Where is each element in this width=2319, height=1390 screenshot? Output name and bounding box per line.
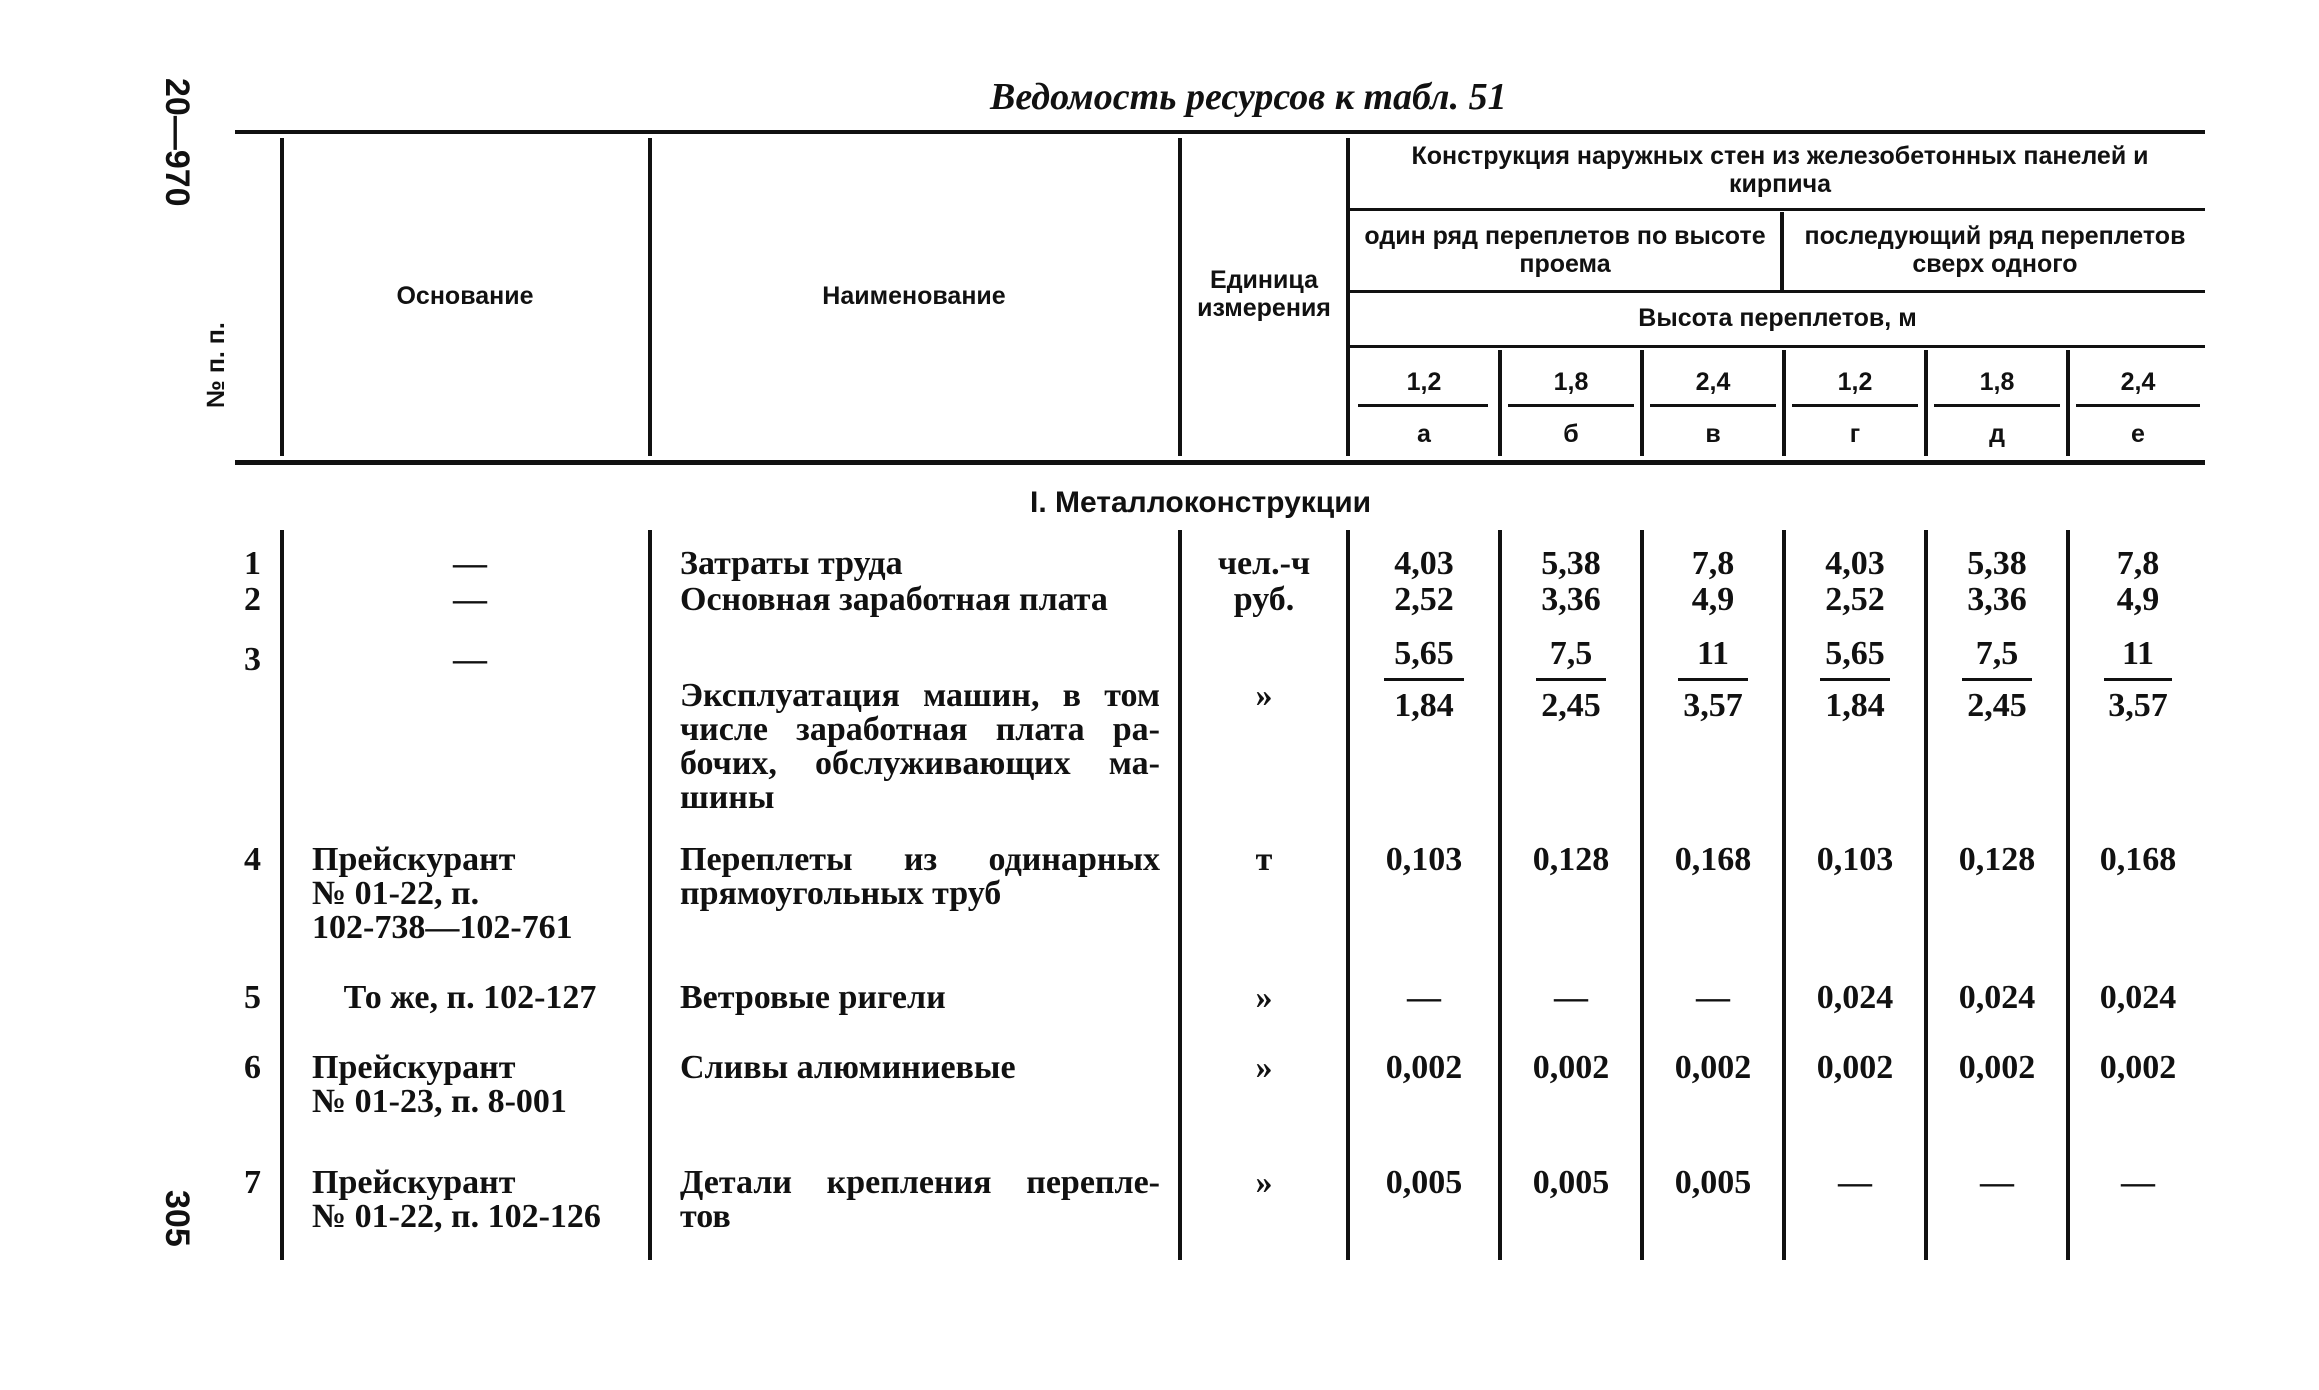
body-divider xyxy=(2066,530,2070,1260)
margin-page-code: 20—970 xyxy=(158,78,196,207)
header-divider xyxy=(1924,350,1928,456)
header-divider xyxy=(2066,350,2070,456)
body-divider xyxy=(1640,530,1644,1260)
header-subgroup-2: последующий ряд переплетов сверх одного xyxy=(1804,222,2186,278)
header-bottom-rule xyxy=(235,460,2205,465)
row-value: 3,36 xyxy=(1541,581,1601,618)
row-value-denominator: 3,57 xyxy=(1683,687,1743,724)
row-value-numerator: 7,5 xyxy=(1975,635,2019,672)
body-divider xyxy=(280,530,284,1260)
fraction-bar xyxy=(1962,678,2032,681)
row-value: 0,103 xyxy=(1385,841,1463,878)
row-value-denominator: 2,45 xyxy=(1541,687,1601,724)
row-number: 1 xyxy=(244,545,261,582)
header-divider xyxy=(1508,404,1634,407)
row-value: 0,005 xyxy=(1532,1164,1610,1201)
row-number: 5 xyxy=(244,979,261,1016)
header-col-name: Наименование xyxy=(822,282,1006,310)
header-height-label: Высота переплетов, м xyxy=(1638,304,1917,332)
row-number: 4 xyxy=(244,841,261,878)
header-col-number: № п. п. xyxy=(202,322,230,408)
row-basis: — xyxy=(453,641,487,678)
row-value: 0,128 xyxy=(1532,841,1610,878)
fraction-bar xyxy=(1384,678,1464,681)
row-value-denominator: 3,57 xyxy=(2108,687,2168,724)
row-basis-line: Прейскурант xyxy=(312,841,516,878)
row-basis-line: Прейскурант xyxy=(312,1049,516,1086)
body-divider xyxy=(1346,530,1350,1260)
header-column-letter: б xyxy=(1563,420,1579,448)
body-divider xyxy=(1782,530,1786,1260)
header-height-value: 1,2 xyxy=(1406,368,1442,396)
header-divider xyxy=(2076,404,2200,407)
row-name-line: Переплеты из одинарных xyxy=(680,841,1160,878)
header-divider xyxy=(1350,290,2205,293)
header-divider xyxy=(648,138,652,456)
row-basis-line: № 01-23, п. 8-001 xyxy=(312,1083,567,1120)
row-unit: » xyxy=(1255,979,1273,1016)
row-name-line: числе заработная плата ра- xyxy=(680,711,1160,748)
row-value: — xyxy=(1407,979,1441,1016)
row-name: Ветровые ригели xyxy=(680,979,946,1016)
fraction-bar xyxy=(1820,678,1890,681)
header-divider xyxy=(1498,350,1502,456)
row-basis-line: Прейскурант xyxy=(312,1164,516,1201)
row-value: 0,002 xyxy=(1532,1049,1610,1086)
page-title: Ведомость ресурсов к табл. 51 xyxy=(990,76,1507,118)
fraction-bar xyxy=(1536,678,1606,681)
row-name-line: Эксплуатация машин, в том xyxy=(680,677,1160,714)
header-top-rule xyxy=(235,130,2205,134)
row-value: 0,168 xyxy=(1674,841,1752,878)
header-column-letter: г xyxy=(1849,420,1861,448)
row-value-numerator: 11 xyxy=(2121,635,2155,672)
header-column-letter: д xyxy=(1989,420,2005,448)
row-value-denominator: 1,84 xyxy=(1825,687,1885,724)
row-name: Основная заработная плата xyxy=(680,581,1108,618)
row-value-denominator: 1,84 xyxy=(1394,687,1454,724)
row-basis-line: № 01-22, п. xyxy=(312,875,480,912)
row-value: 7,8 xyxy=(2116,545,2160,582)
row-name: Сливы алюминиевые xyxy=(680,1049,1016,1086)
row-unit: чел.-ч xyxy=(1217,545,1311,582)
row-value: 0,168 xyxy=(2099,841,2177,878)
header-subgroup-1: один ряд переплетов по высоте проема xyxy=(1364,222,1766,278)
row-unit: » xyxy=(1255,1164,1273,1201)
body-divider xyxy=(1178,530,1182,1260)
body-divider xyxy=(1924,530,1928,1260)
row-value: 0,024 xyxy=(1958,979,2036,1016)
row-name-line: бочих, обслуживающих ма- xyxy=(680,745,1160,782)
header-divider xyxy=(1358,404,1488,407)
row-value: 0,005 xyxy=(1674,1164,1752,1201)
row-name-line: тов xyxy=(680,1198,731,1235)
row-basis-line: № 01-22, п. 102-126 xyxy=(312,1198,601,1235)
row-number: 7 xyxy=(244,1164,261,1201)
row-value: 0,024 xyxy=(1816,979,1894,1016)
header-column-letter: а xyxy=(1417,420,1431,448)
header-divider xyxy=(1782,350,1786,456)
header-divider xyxy=(1346,138,1350,456)
row-value: 0,002 xyxy=(1958,1049,2036,1086)
row-value: 0,103 xyxy=(1816,841,1894,878)
row-name-line: Детали крепления переплe- xyxy=(680,1164,1160,1201)
header-divider xyxy=(1934,404,2060,407)
row-basis: — xyxy=(453,581,487,618)
row-unit: » xyxy=(1255,677,1273,714)
row-value: 2,52 xyxy=(1394,581,1454,618)
row-value: 4,9 xyxy=(2116,581,2160,618)
row-value: — xyxy=(2121,1164,2155,1201)
row-value-numerator: 11 xyxy=(1696,635,1730,672)
fraction-bar xyxy=(2104,678,2172,681)
row-value-denominator: 2,45 xyxy=(1967,687,2027,724)
row-basis: — xyxy=(453,545,487,582)
row-value: 4,03 xyxy=(1394,545,1454,582)
row-basis: То же, п. 102-127 xyxy=(343,979,597,1016)
header-group-title: Конструкция наружных стен из железобетонных панелей и кирпича xyxy=(1411,142,2149,198)
section-title: I. Металлоконструкции xyxy=(1030,486,1372,519)
row-name-line: шины xyxy=(680,779,775,816)
header-divider xyxy=(1792,404,1918,407)
header-col-unit: Единица измерения xyxy=(1197,266,1331,322)
row-name: Затраты труда xyxy=(680,545,903,582)
row-name-line: прямоугольных труб xyxy=(680,875,1002,912)
row-unit: т xyxy=(1255,841,1273,878)
row-value-numerator: 5,65 xyxy=(1825,635,1885,672)
row-value-numerator: 7,5 xyxy=(1549,635,1593,672)
row-value: 4,9 xyxy=(1691,581,1735,618)
row-value: — xyxy=(1696,979,1730,1016)
header-column-letter: е xyxy=(2131,420,2145,448)
row-value: 4,03 xyxy=(1825,545,1885,582)
header-column-letter: в xyxy=(1705,420,1721,448)
header-divider xyxy=(1350,208,2205,211)
row-number: 2 xyxy=(244,581,261,618)
header-height-value: 1,8 xyxy=(1553,368,1589,396)
header-divider xyxy=(1640,350,1644,456)
body-divider xyxy=(648,530,652,1260)
row-value: — xyxy=(1838,1164,1872,1201)
row-value: 0,024 xyxy=(2099,979,2177,1016)
row-unit: руб. xyxy=(1233,581,1295,618)
row-value: 0,005 xyxy=(1385,1164,1463,1201)
row-value: 2,52 xyxy=(1825,581,1885,618)
row-value: 0,002 xyxy=(1385,1049,1463,1086)
fraction-bar xyxy=(1678,678,1748,681)
row-number: 3 xyxy=(244,641,261,678)
row-value-numerator: 5,65 xyxy=(1394,635,1454,672)
header-divider xyxy=(280,138,284,456)
row-value: 0,002 xyxy=(1674,1049,1752,1086)
header-height-value: 2,4 xyxy=(1695,368,1731,396)
row-value: 5,38 xyxy=(1541,545,1601,582)
row-value: 7,8 xyxy=(1691,545,1735,582)
row-value: — xyxy=(1554,979,1588,1016)
row-value: 0,002 xyxy=(2099,1049,2177,1086)
row-number: 6 xyxy=(244,1049,261,1086)
margin-page-number: 305 xyxy=(158,1190,196,1247)
header-divider xyxy=(1178,138,1182,456)
row-value: 0,002 xyxy=(1816,1049,1894,1086)
row-basis-line: 102-738—102-761 xyxy=(312,909,573,946)
row-value: — xyxy=(1980,1164,2014,1201)
header-divider xyxy=(1650,404,1776,407)
header-height-value: 1,8 xyxy=(1979,368,2015,396)
header-col-basis: Основание xyxy=(396,282,534,310)
header-height-value: 1,2 xyxy=(1837,368,1873,396)
row-unit: » xyxy=(1255,1049,1273,1086)
row-value: 5,38 xyxy=(1967,545,2027,582)
header-height-value: 2,4 xyxy=(2120,368,2156,396)
header-divider xyxy=(1350,345,2205,348)
body-divider xyxy=(1498,530,1502,1260)
header-divider xyxy=(1780,212,1784,290)
row-value: 3,36 xyxy=(1967,581,2027,618)
row-value: 0,128 xyxy=(1958,841,2036,878)
